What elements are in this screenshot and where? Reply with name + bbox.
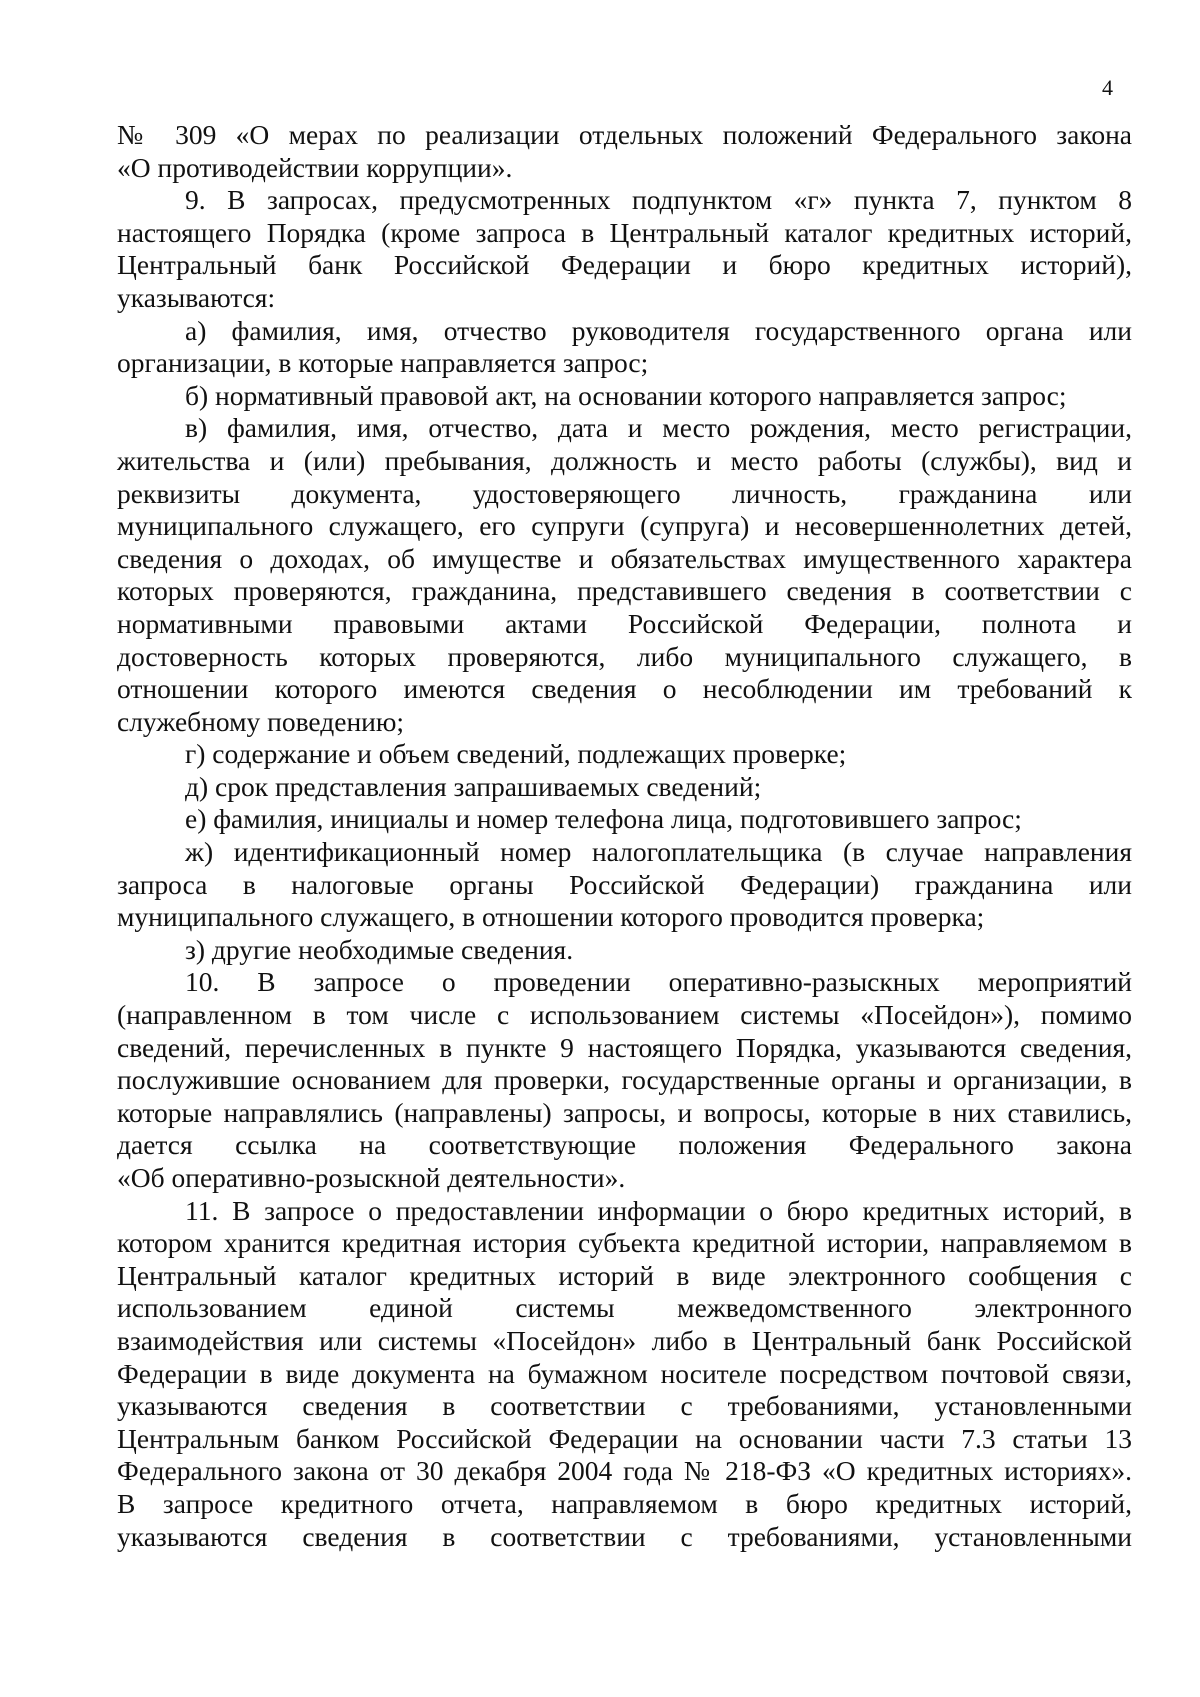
text-line: б) нормативный правовой акт, на основании которого направляется запрос; bbox=[185, 379, 1067, 411]
text-line: указываются сведения в соответствии с требованиями, установленными bbox=[117, 1520, 1132, 1552]
text-line: а) фамилия, имя, отчество руководителя государственного органа или bbox=[185, 314, 1132, 346]
text-line: Федерального закона от 30 декабря 2004 года № 218-ФЗ «О кредитных историях». bbox=[117, 1455, 1132, 1487]
text-line: котором хранится кредитная история субъекта кредитной истории, направляемом в bbox=[117, 1227, 1132, 1259]
text-line: Центральный банк Российской Федерации и бюро кредитных историй), bbox=[117, 249, 1132, 281]
text-line: № 309 «О мерах по реализации отдельных положений Федерального закона bbox=[117, 119, 1132, 150]
text-line: дается ссылка на соответствующие положения Федерального закона bbox=[117, 1129, 1132, 1161]
text-line: Центральным банком Российской Федерации на основании части 7.3 статьи 13 bbox=[117, 1422, 1132, 1454]
text-line: послужившие основанием для проверки, государственные органы и организации, в bbox=[117, 1064, 1132, 1096]
text-line: служебному поведению; bbox=[117, 705, 405, 737]
text-line: отношении которого имеются сведения о несоблюдении им требований к bbox=[117, 673, 1132, 705]
text-line: настоящего Порядка (кроме запроса в Центральный каталог кредитных историй, bbox=[117, 216, 1132, 248]
text-line: 9. В запросах, предусмотренных подпунктом «г» пункта 7, пунктом 8 bbox=[185, 184, 1132, 216]
text-line: Центральный каталог кредитных историй в виде электронного сообщения с bbox=[117, 1259, 1132, 1291]
text-line: указываются сведения в соответствии с требованиями, установленными bbox=[117, 1390, 1132, 1422]
page-number: 4 bbox=[1102, 75, 1113, 100]
text-line: ж) идентификационный номер налогоплательщика (в случае направления bbox=[185, 836, 1132, 868]
text-line: жительства и (или) пребывания, должность и место работы (службы), вид и bbox=[117, 444, 1132, 476]
text-line: 11. В запросе о предоставлении информации о бюро кредитных историй, в bbox=[185, 1194, 1132, 1226]
text-line: которых проверяются, гражданина, представившего сведения в соответствии с bbox=[117, 575, 1132, 607]
text-line: з) другие необходимые сведения. bbox=[185, 933, 574, 965]
text-line: Федерации в виде документа на бумажном носителе посредством почтовой связи, bbox=[117, 1357, 1132, 1389]
text-line: запроса в налоговые органы Российской Федерации) гражданина или bbox=[117, 868, 1132, 900]
text-line: сведений, перечисленных в пункте 9 настоящего Порядка, указываются сведения, bbox=[117, 1031, 1132, 1063]
text-line: «Об оперативно-розыскной деятельности». bbox=[117, 1162, 626, 1193]
document-body bbox=[117, 119, 1132, 1553]
text-line: «О противодействии коррупции». bbox=[117, 151, 513, 183]
text-line: которые направлялись (направлены) запросы, и вопросы, которые в них ставились, bbox=[117, 1096, 1132, 1128]
text-line: достоверность которых проверяются, либо муниципального служащего, в bbox=[117, 640, 1132, 672]
text-line: нормативными правовыми актами Российской Федерации, полнота и bbox=[117, 607, 1132, 639]
text-line: (направленном в том числе с использованием системы «Посейдон»), помимо bbox=[117, 999, 1132, 1031]
text-line: указываются: bbox=[117, 281, 276, 313]
text-line: д) срок представления запрашиваемых сведений; bbox=[185, 770, 762, 802]
text-line: организации, в которые направляется запрос; bbox=[117, 347, 649, 379]
text-line: е) фамилия, инициалы и номер телефона лица, подготовившего запрос; bbox=[185, 803, 1022, 835]
text-line: взаимодействия или системы «Посейдон» либо в Центральный банк Российской bbox=[117, 1324, 1132, 1356]
text-line: муниципального служащего, в отношении которого проводится проверка; bbox=[117, 901, 985, 933]
text-line: в) фамилия, имя, отчество, дата и место рождения, место регистрации, bbox=[185, 412, 1132, 444]
text-line: использованием единой системы межведомственного электронного bbox=[117, 1292, 1132, 1324]
text-line: муниципального служащего, его супруги (супруга) и несовершеннолетних детей, bbox=[117, 510, 1132, 542]
text-line: г) содержание и объем сведений, подлежащих проверке; bbox=[185, 738, 847, 770]
text-line: реквизиты документа, удостоверяющего личность, гражданина или bbox=[117, 477, 1132, 509]
text-line: В запросе кредитного отчета, направляемом в бюро кредитных историй, bbox=[117, 1487, 1132, 1519]
text-line: сведения о доходах, об имуществе и обязательствах имущественного характера bbox=[117, 542, 1132, 574]
text-line: 10. В запросе о проведении оперативно-разыскных мероприятий bbox=[185, 966, 1132, 998]
